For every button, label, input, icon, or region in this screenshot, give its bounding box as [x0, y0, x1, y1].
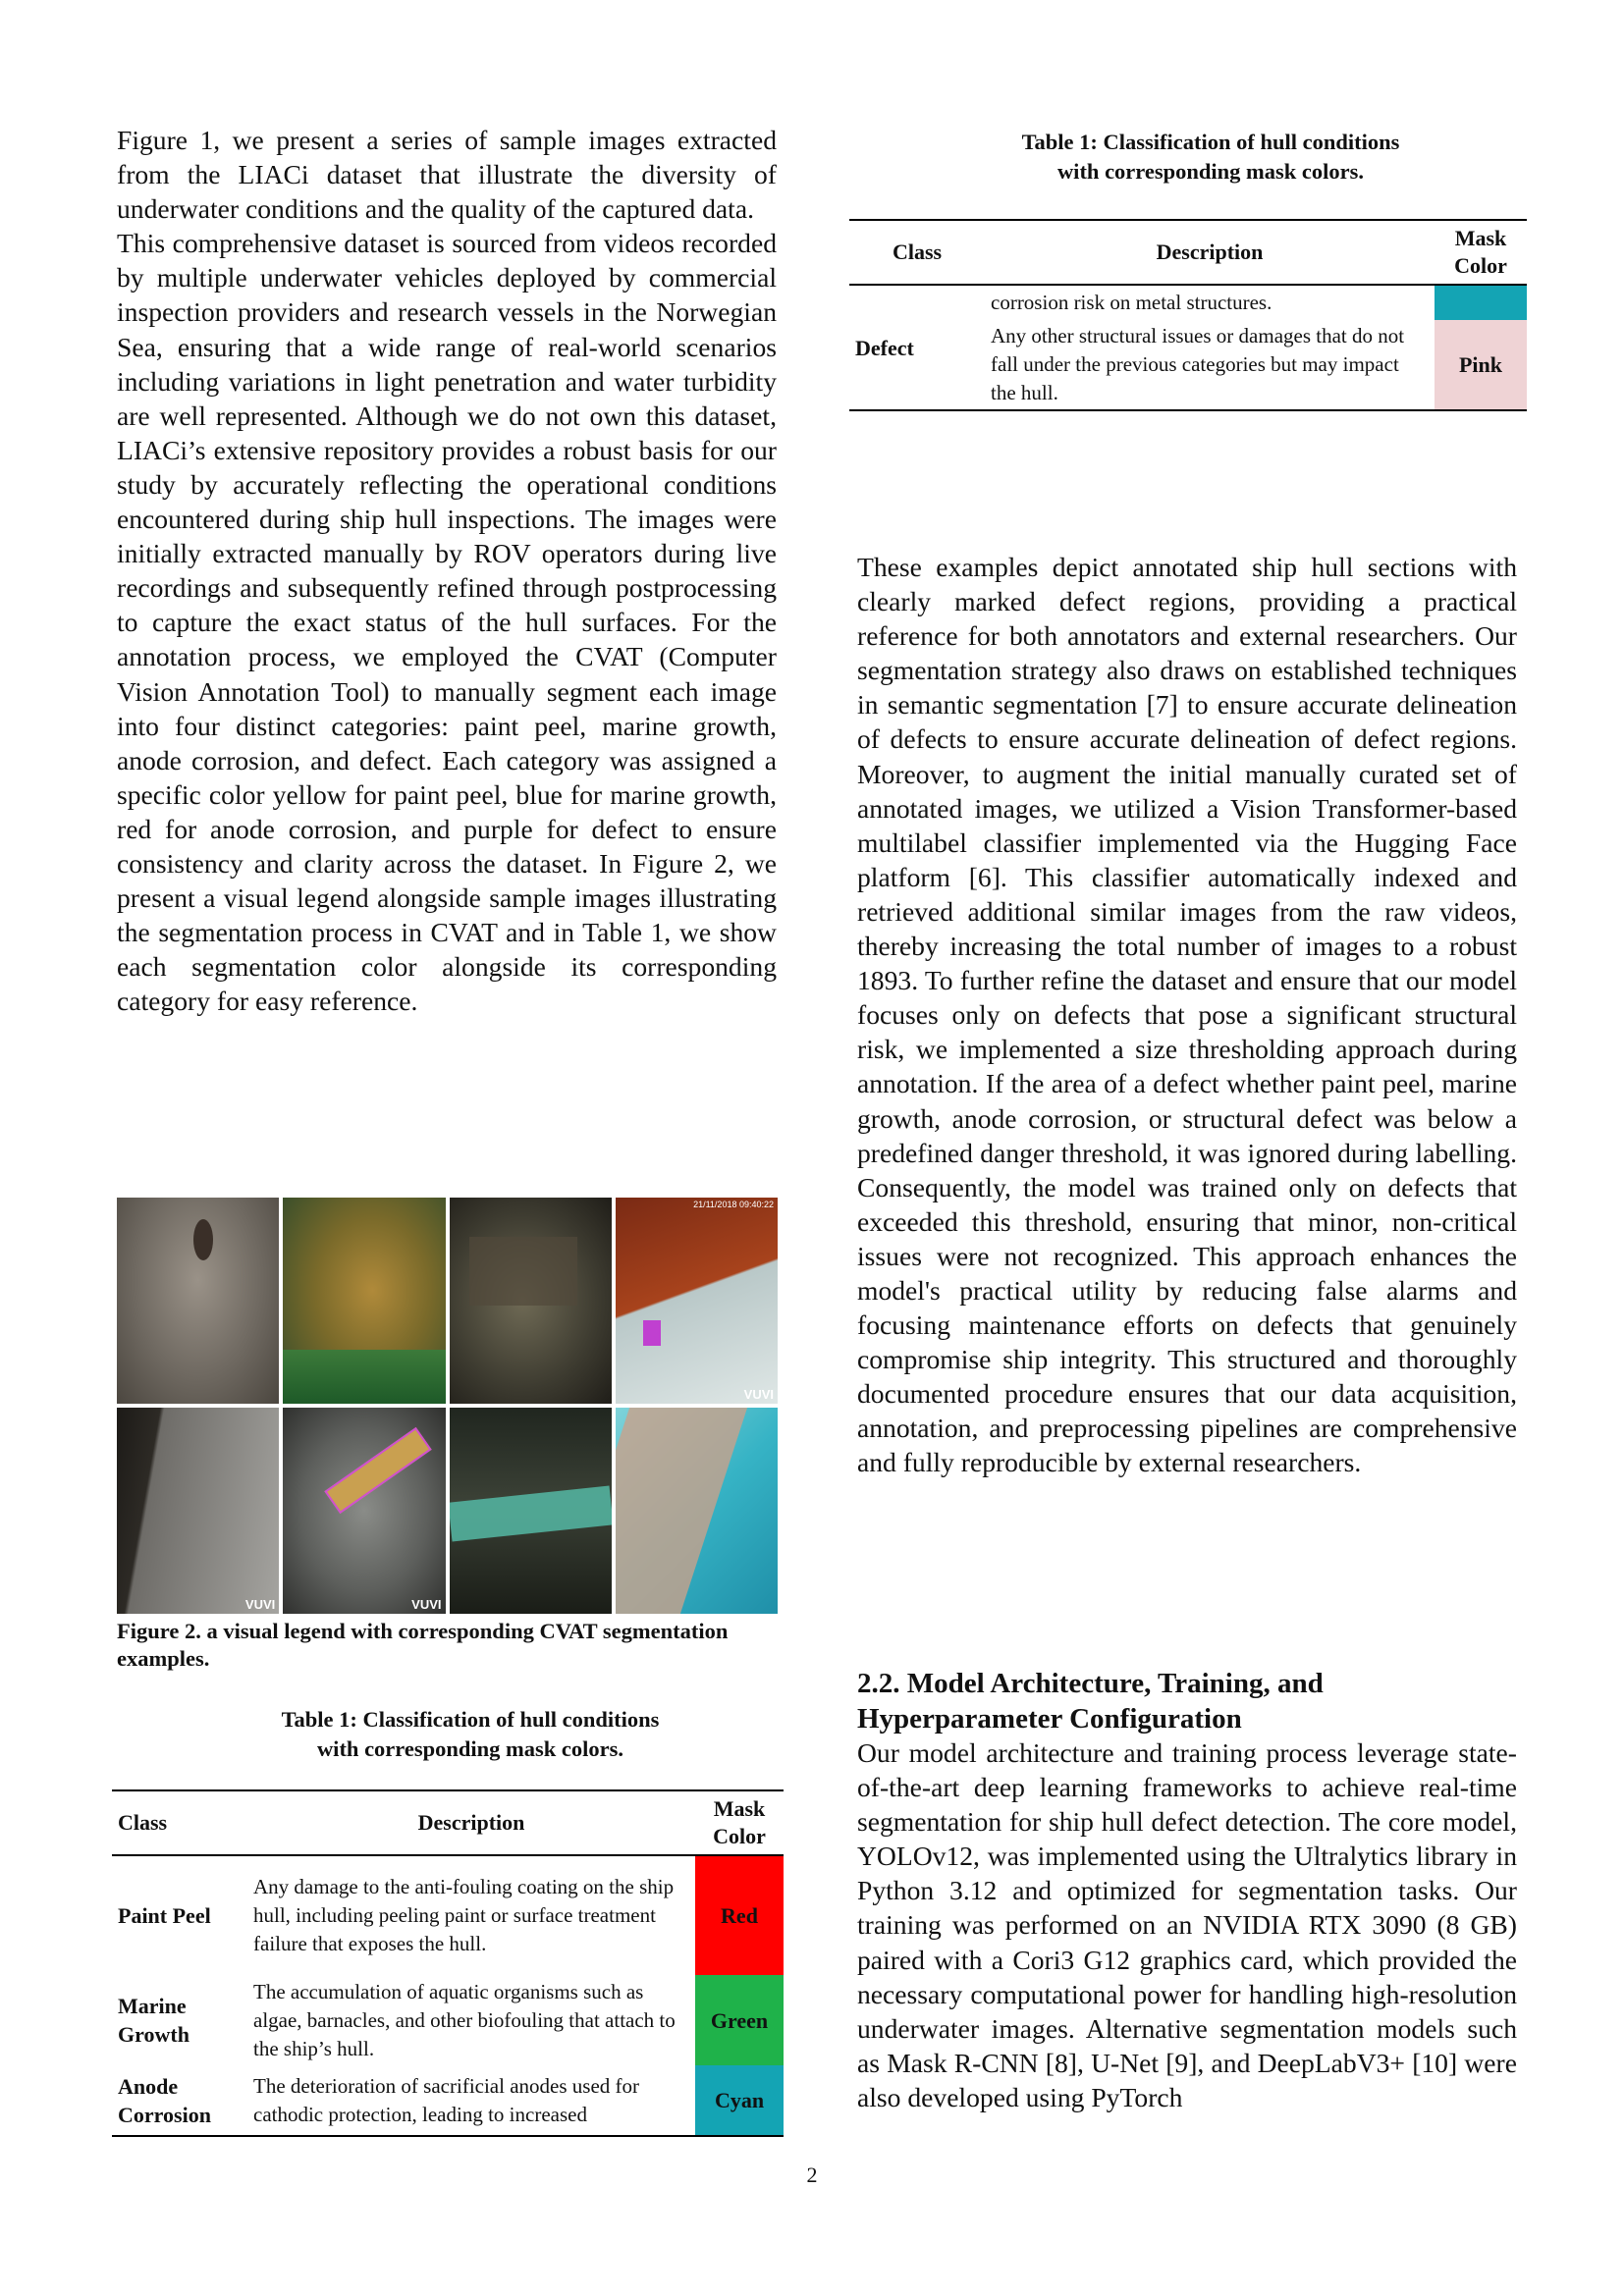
- hull-sample-image: [117, 1198, 279, 1404]
- figure-2-caption: Figure 2. a visual legend with corresponding CVAT segmentation examples.: [117, 1619, 729, 1671]
- color-swatch-cyan: [1435, 285, 1527, 320]
- description-header: Description: [1156, 240, 1264, 264]
- description-cell: Any other structural issues or damages that do not fall under the previous categories but may impact the hull.: [991, 324, 1405, 404]
- table-row: [112, 1975, 784, 2065]
- figure-2-image-grid: [117, 1198, 778, 1614]
- paragraph: These examples depict annotated ship hull sections with clearly marked defect regions, providing a practical reference for both annotators and external researchers. Our segmentation strategy also draws on established techniques in semantic segmentation [7] to ensure accurate delineation of defects to ensure accurate delineation of defect regions. Moreover, to augment the initial manually curated set of annotated images, we utilized a Vision Transformer-based multilabel classifier implemented via the Hugging Face platform [6]. This classifier automatically indexed and retrieved additional similar images from the raw videos, thereby increasing the total number of images to a robust 1893. To further refine the dataset and ensure that our model focuses only on defects that pose a significant structural risk, we implemented a size thresholding approach during annotation. If the area of a defect whether paint peel, marine growth, anode corrosion, or structural defect was below a predefined danger threshold, it was ignored during labelling. Consequently, the model was trained only on defects that exceeded this threshold, ensuring that minor, non-critical issues were not recognized. This approach enhances the model's practical utility by reducing false alarms and focusing maintenance efforts on defects that genuinely compromise ship integrity. This structured and thoroughly documented procedure ensures that our data acquisition, annotation, and preprocessing pipelines are comprehensive and fully reproducible by external researchers.: [857, 552, 1517, 1478]
- description-header: Description: [417, 1810, 525, 1835]
- class-cell: Defect: [855, 335, 914, 360]
- color-swatch-red: Red: [695, 1855, 784, 1975]
- table-1-caption: Table 1: Classification of hull conditions with corresponding mask colors.: [281, 1707, 660, 1761]
- vuvi-logo: VUVI: [244, 1597, 276, 1612]
- class-header: Class: [892, 240, 943, 264]
- paragraph: Our model architecture and training process leverage state-of-the-art deep learning frameworks to achieve real-time segmentation for ship hull defect detection. The core model, YOLOv12, was implemented using the Ultralytics library in Python 3.12 and optimized for segmentation tasks. Our training was performed on an NVIDIA RTX 3090 (8 GB) paired with a Cori3 G12 graphics card, which provided the necessary computational power for handling high-resolution underwater images. Alternative segmentation models such as Mask R-CNN [8], U-Net [9], and DeepLabV3+ [10] were also developed using PyTorch: [857, 1737, 1517, 2112]
- hull-sample-image: [283, 1198, 445, 1404]
- right-body-text-1: [857, 550, 1517, 1480]
- class-header: Class: [118, 1810, 168, 1835]
- hull-sample-image: [616, 1408, 778, 1614]
- hull-sample-image: [283, 1408, 445, 1614]
- color-swatch-green: Green: [695, 1975, 784, 2065]
- mask-color-header: Mask Color: [713, 1796, 766, 1848]
- table-header-row: [112, 1790, 784, 1855]
- description-cell: corrosion risk on metal structures.: [991, 291, 1272, 314]
- section-heading: 2.2. Model Architecture, Training, and Hyperparameter Configuration: [857, 1668, 1324, 1735]
- hull-sample-image: [450, 1198, 612, 1404]
- table-row: [112, 2065, 784, 2136]
- class-cell: Paint Peel: [118, 1903, 211, 1928]
- vuvi-logo: VUVI: [743, 1387, 774, 1402]
- hull-sample-image: [616, 1198, 778, 1404]
- table-1: [112, 1789, 784, 2137]
- right-body-text-2: [857, 1735, 1517, 2114]
- table-row: [112, 1855, 784, 1975]
- color-swatch-cyan: Cyan: [695, 2065, 784, 2136]
- timestamp-overlay: 21/11/2018 09:40:22: [693, 1200, 774, 1209]
- color-swatch-pink: Pink: [1435, 320, 1527, 410]
- class-cell: Marine Growth: [118, 1994, 189, 2047]
- mask-color-header: Mask Color: [1454, 226, 1507, 278]
- left-body-text: [117, 123, 777, 1018]
- hull-sample-image: [450, 1408, 612, 1614]
- hull-sample-image: [117, 1408, 279, 1614]
- class-cell: Anode Corrosion: [118, 2073, 211, 2127]
- table-1-caption-continued: Table 1: Classification of hull conditions with corresponding mask colors.: [1021, 130, 1400, 184]
- page-number: 2: [806, 2163, 818, 2187]
- description-cell: The deterioration of sacrificial anodes used for cathodic protection, leading to increased: [253, 2073, 640, 2126]
- table-1-continued: [849, 219, 1527, 411]
- description-cell: The accumulation of aquatic organisms such as algae, barnacles, and other biofouling that attach to the ship’s hull.: [253, 1979, 676, 2060]
- description-cell: Any damage to the anti-fouling coating on the ship hull, including peeling paint or surface treatment failure that exposes the hull.: [253, 1875, 675, 1955]
- paragraph: Figure 1, we present a series of sample images extracted from the LIACi dataset that illustrate the diversity of underwater conditions and the quality of the captured data.: [117, 125, 777, 225]
- table-header-row: [849, 220, 1527, 285]
- paragraph: This comprehensive dataset is sourced from videos recorded by multiple underwater vehicles deployed by commercial inspection providers and research vessels in the Norwegian Sea, ensuring that a wide range of real-world scenarios including variations in light penetration and water turbidity are well represented. Although we do not own this dataset, LIACi’s extensive repository provides a robust basis for our study by accurately reflecting the operational conditions encountered during ship hull inspections. The images were initially extracted manually by ROV operators during live recordings and subsequently refined through postprocessing to capture the exact status of the hull surfaces. For the annotation process, we employed the CVAT (Computer Vision Annotation Tool) to manually segment each image into four distinct categories: paint peel, marine growth, anode corrosion, and defect. Each category was assigned a specific color yellow for paint peel, blue for marine growth, red for anode corrosion, and purple for defect to ensure consistency and clarity across the dataset. In Figure 2, we present a visual legend alongside sample images illustrating the segmentation process in CVAT and in Table 1, we show each segmentation color alongside its corresponding category for easy reference.: [117, 228, 777, 1017]
- vuvi-logo: VUVI: [411, 1597, 442, 1612]
- table-row: [849, 285, 1527, 320]
